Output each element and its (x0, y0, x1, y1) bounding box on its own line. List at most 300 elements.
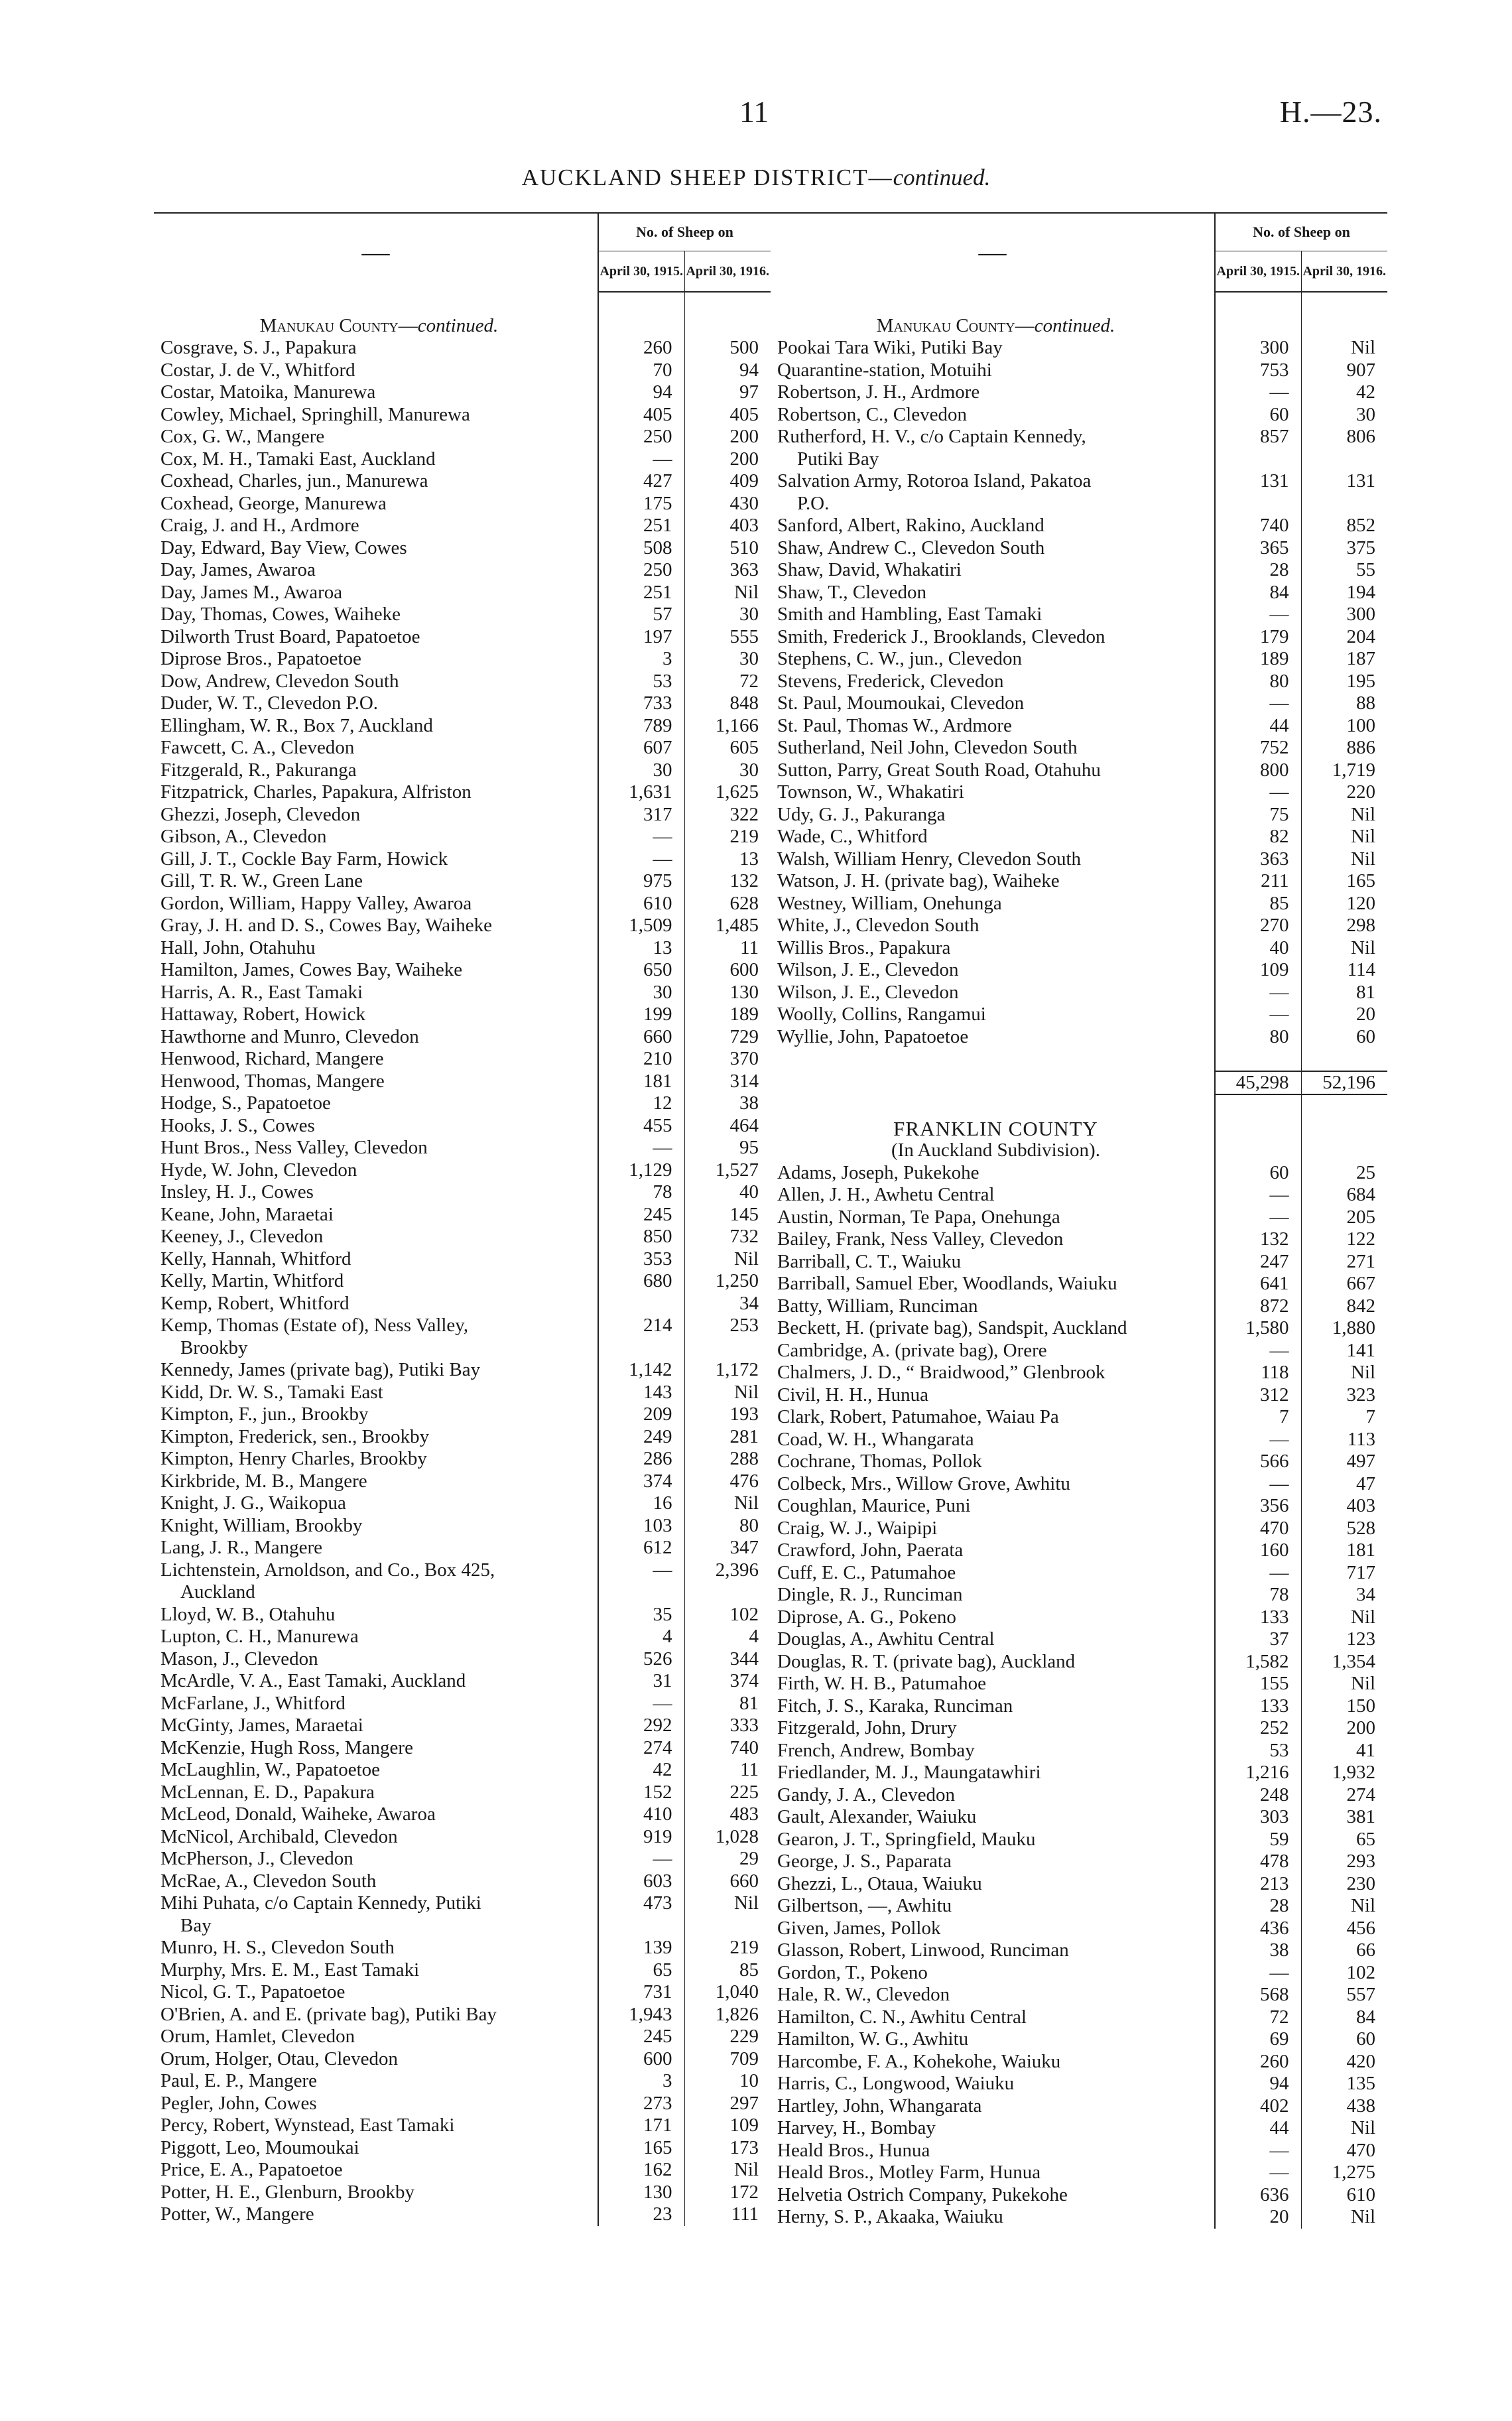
title-main: AUCKLAND SHEEP DISTRICT— (521, 164, 893, 190)
table-row (771, 1584, 1387, 1606)
table-row (154, 2004, 771, 2026)
sheep-count-1915: 245 (598, 1204, 684, 1226)
owner-name: Firth, W. H. B., Patumahoe (777, 1673, 986, 1694)
sheep-count-1915: 363 (1215, 848, 1301, 871)
sheep-count-1916: 886 (1346, 737, 1375, 758)
table-row (771, 1895, 1387, 1918)
sheep-count-1916: 94 (739, 359, 759, 381)
sheep-count-1915: 250 (598, 426, 684, 448)
header-year-1916: April 30, 1916. (1301, 251, 1387, 293)
owner-name: Barriball, C. T., Waiuku (777, 1250, 962, 1272)
owner-name: Glasson, Robert, Linwood, Runciman (777, 1939, 1069, 1961)
table-row (771, 1717, 1387, 1740)
sheep-count-1915: 248 (1215, 1784, 1301, 1807)
sheep-count-1916: 30 (739, 604, 759, 625)
owner-name: Kemp, Robert, Whitford (160, 1292, 349, 1314)
sheep-count-1915: 85 (1215, 893, 1301, 915)
sheep-count-1916: 497 (1346, 1451, 1375, 1472)
sheep-count-1915: 44 (1215, 715, 1301, 738)
sheep-count-1915: 260 (1215, 2051, 1301, 2073)
table-row (154, 1359, 771, 1382)
owner-name: Day, Thomas, Cowes, Waiheke (160, 604, 401, 625)
owner-name: McGinty, James, Maraetai (160, 1715, 363, 1736)
sheep-count-1915: 1,631 (598, 781, 684, 804)
sheep-count-1916: 30 (739, 759, 759, 781)
sheep-count-1915: 603 (598, 1870, 684, 1893)
owner-name: Douglas, A., Awhitu Central (777, 1628, 995, 1650)
owner-name: Hunt Bros., Ness Valley, Clevedon (160, 1137, 428, 1158)
sheep-count-1916: Nil (733, 2159, 759, 2180)
sheep-count-1915: 139 (598, 1937, 684, 1959)
sheep-count-1916 (1301, 493, 1387, 515)
owner-name: Gearon, J. T., Springfield, Mauku (777, 1828, 1036, 1850)
table-row (154, 381, 771, 404)
owner-name: Coxhead, George, Manurewa (160, 492, 387, 514)
owner-name: McKenzie, Hugh Ross, Mangere (160, 1736, 413, 1758)
table-row (154, 1137, 771, 1159)
owner-name: Barriball, Samuel Eber, Woodlands, Waiuku (777, 1273, 1117, 1294)
sheep-count-1915: 753 (1215, 360, 1301, 382)
table-row (154, 2093, 771, 2115)
sheep-count-1915: 59 (1215, 1829, 1301, 1851)
table-row (771, 515, 1387, 537)
owner-name: Nicol, G. T., Papatoetoe (160, 1981, 346, 2002)
table-row (154, 360, 771, 382)
owner-name: Bay (180, 1914, 212, 1936)
owner-name: Pookai Tara Wiki, Putiki Bay (777, 337, 1003, 358)
table-row (771, 2051, 1387, 2073)
sheep-count-1915 (598, 1915, 684, 1937)
table-row (154, 870, 771, 893)
owner-name: Cuff, E. C., Patumahoe (777, 1561, 956, 1583)
sheep-count-1916: 204 (1346, 625, 1375, 647)
sheep-count-1916: 470 (1346, 2139, 1375, 2161)
sheep-count-1915: 94 (598, 381, 684, 404)
owner-name: Fitzgerald, John, Drury (777, 1717, 957, 1738)
left-table (154, 212, 771, 2226)
sheep-count-1915: 28 (1215, 559, 1301, 582)
sheep-count-1915: 470 (1215, 1518, 1301, 1540)
table-row (154, 1670, 771, 1693)
table-row (771, 1939, 1387, 1962)
sheep-count-1916: 381 (1346, 1806, 1375, 1827)
left-column (154, 212, 771, 2226)
owner-name: Woolly, Collins, Rangamui (777, 1004, 986, 1025)
table-row (154, 2203, 771, 2226)
sheep-count-1915: 850 (598, 1226, 684, 1248)
owner-name: Harris, C., Longwood, Waiuku (777, 2073, 1015, 2094)
spacer-cell (598, 292, 684, 315)
sheep-count-1915: 155 (1215, 1673, 1301, 1695)
table-row (771, 2140, 1387, 2162)
owner-name: McArdle, V. A., East Tamaki, Auckland (160, 1670, 466, 1691)
table-row (771, 959, 1387, 982)
table-row (154, 604, 771, 626)
sheep-count-1915: 740 (1215, 515, 1301, 537)
sheep-count-1915: 199 (598, 1004, 684, 1026)
owner-name: Heald Bros., Motley Farm, Hunua (777, 2162, 1041, 2183)
sheep-count-1915: 436 (1215, 1918, 1301, 1940)
sheep-count-1916: 230 (1346, 1872, 1375, 1894)
table-row (154, 1959, 771, 1982)
owner-name: McPherson, J., Clevedon (160, 1848, 353, 1869)
table-row (771, 848, 1387, 871)
sheep-count-1916: 510 (729, 537, 759, 558)
owner-name: St. Paul, Thomas W., Ardmore (777, 714, 1012, 736)
sheep-count-1916: 81 (739, 1692, 759, 1714)
table-row (771, 470, 1387, 493)
table-row (154, 1115, 771, 1138)
sheep-count-1915: 249 (598, 1426, 684, 1449)
sheep-count-1915 (1215, 448, 1301, 471)
owner-name: Allen, J. H., Awhetu Central (777, 1184, 995, 1205)
sheep-count-1915: — (1215, 604, 1301, 626)
sheep-count-1916: 253 (729, 1315, 759, 1336)
sheep-count-1916: Nil (1350, 937, 1375, 958)
table-row (771, 1429, 1387, 1451)
sheep-count-1916: 81 (1356, 981, 1375, 1003)
header-dash: — (771, 213, 1215, 292)
sheep-count-1916: 150 (1346, 1695, 1375, 1717)
sheep-count-1916: 293 (1346, 1851, 1375, 1872)
table-row (154, 692, 771, 715)
value-1915-cell (1215, 1118, 1301, 1140)
table-row (771, 1251, 1387, 1274)
sheep-count-1916: 132 (729, 870, 759, 891)
sheep-count-1916: 55 (1356, 559, 1375, 580)
sheep-count-1915: 857 (1215, 426, 1301, 448)
sheep-count-1916: 193 (729, 1404, 759, 1425)
table-row (154, 1404, 771, 1426)
right-table-body (771, 292, 1387, 2229)
owner-name: Willis Bros., Papakura (777, 937, 951, 958)
table-row (771, 1004, 1387, 1026)
sheep-count-1915: 303 (1215, 1806, 1301, 1829)
sheep-count-1916: 109 (729, 2115, 759, 2136)
sheep-count-1916: Nil (1350, 826, 1375, 847)
owner-name: Salvation Army, Rotoroa Island, Pakatoa (777, 470, 1092, 491)
owner-name: Keane, John, Maraetai (160, 1203, 334, 1225)
sheep-count-1915: — (1215, 1473, 1301, 1496)
sheep-count-1915: — (598, 1559, 684, 1582)
sheep-count-1915: 975 (598, 870, 684, 893)
sheep-count-1915: 919 (598, 1826, 684, 1849)
sheep-count-1915: 7 (1215, 1406, 1301, 1429)
sheep-count-1916: Nil (1350, 337, 1375, 358)
owner-name: Duder, W. T., Clevedon P.O. (160, 692, 379, 714)
sheep-count-1916: 405 (729, 403, 759, 425)
sheep-count-1916: 600 (729, 959, 759, 980)
owner-name: Coughlan, Maurice, Puni (777, 1495, 971, 1516)
owner-name: Putiki Bay (797, 448, 879, 470)
owner-name: Cox, G. W., Mangere (160, 426, 325, 447)
sheep-count-1916: 297 (729, 2092, 759, 2114)
table-row (154, 537, 771, 560)
spacer-cell (1301, 1048, 1387, 1071)
sheep-count-1916: 528 (1346, 1517, 1375, 1539)
sheep-count-1915: 374 (598, 1471, 684, 1493)
sheep-count-1915: — (1215, 2162, 1301, 2184)
owner-name: Paul, E. P., Mangere (160, 2070, 317, 2091)
owner-name: Gibson, A., Clevedon (160, 826, 327, 847)
sheep-count-1916 (684, 1915, 771, 1937)
table-row (154, 1626, 771, 1648)
sheep-count-1916 (684, 1581, 771, 1604)
sheep-count-1915: 16 (598, 1492, 684, 1515)
sheep-count-1915: 179 (1215, 626, 1301, 649)
sheep-count-1916: 2,396 (715, 1559, 759, 1581)
owner-name: Orum, Holger, Otau, Clevedon (160, 2048, 399, 2069)
sheep-count-1915: 209 (598, 1404, 684, 1426)
table-row (154, 1426, 771, 1449)
sheep-count-1915: 455 (598, 1115, 684, 1138)
table-row (771, 1317, 1387, 1340)
owner-name: McRae, A., Clevedon South (160, 1870, 377, 1892)
spacer-row (154, 292, 771, 315)
sheep-count-1915: 80 (1215, 1026, 1301, 1049)
owner-name: Harris, A. R., East Tamaki (160, 981, 363, 1003)
table-row (771, 1762, 1387, 1784)
section-heading-franklin-label: FRANKLIN COUNTY (893, 1117, 1098, 1140)
table-row (771, 1518, 1387, 1540)
owner-name: Mihi Puhata, c/o Captain Kennedy, Putiki (160, 1892, 481, 1914)
table-row (771, 1918, 1387, 1940)
owner-name: Piggott, Leo, Moumoukai (160, 2136, 359, 2158)
header-year-1915: April 30, 1915. (598, 251, 684, 293)
table-row (771, 1207, 1387, 1229)
table-row (154, 1004, 771, 1026)
owner-name: Fitzpatrick, Charles, Papakura, Alfriston (160, 781, 472, 803)
sheep-count-1915: 356 (1215, 1495, 1301, 1518)
owner-name: Henwood, Richard, Mangere (160, 1048, 384, 1069)
table-row (771, 1362, 1387, 1384)
sheep-count-1915: 610 (598, 893, 684, 915)
sheep-count-1916: 102 (1346, 1961, 1375, 1983)
section-heading-manukau-text (771, 315, 1215, 338)
table-row (154, 493, 771, 515)
sheep-count-1916: 610 (1346, 2184, 1375, 2205)
owner-name: Price, E. A., Papatoetoe (160, 2159, 343, 2180)
sheep-count-1916: 13 (739, 848, 759, 870)
sheep-count-1915: 508 (598, 537, 684, 560)
sheep-count-1915: 365 (1215, 537, 1301, 560)
table-row (154, 1715, 771, 1737)
owner-name: Kelly, Martin, Whitford (160, 1270, 344, 1291)
spacer-row (771, 1094, 1387, 1118)
sheep-count-1916: 102 (729, 1603, 759, 1625)
owner-name: Coxhead, Charles, jun., Manurewa (160, 470, 428, 491)
sheep-count-1915: 566 (1215, 1451, 1301, 1473)
spacer-cell (1215, 292, 1301, 315)
sheep-count-1916: 34 (739, 1292, 759, 1314)
table-row (771, 915, 1387, 937)
sheep-count-1916: 403 (1346, 1495, 1375, 1516)
right-column (771, 212, 1387, 2229)
sheep-count-1916: 1,275 (1332, 2162, 1375, 2183)
sheep-count-1916: Nil (1350, 1895, 1375, 1916)
title-suffix: continued. (893, 164, 991, 190)
sheep-count-1916: 1,625 (715, 781, 759, 803)
owner-name: Sanford, Albert, Rakino, Auckland (777, 515, 1044, 536)
sheep-count-1916: 4 (749, 1626, 759, 1647)
sheep-count-1915: — (598, 1137, 684, 1159)
section-subheading-franklin-label: (In Auckland Subdivision). (891, 1140, 1100, 1161)
table-row (154, 1071, 771, 1093)
table-row (154, 1492, 771, 1515)
sheep-count-1915: 12 (598, 1092, 684, 1115)
sheep-count-1916: 907 (1346, 359, 1375, 381)
sheep-count-1915: 427 (598, 470, 684, 493)
sheep-count-1916: 274 (1346, 1784, 1375, 1805)
sheep-count-1915: 4 (598, 1626, 684, 1648)
sheep-count-1915: 57 (598, 604, 684, 626)
table-row (771, 2206, 1387, 2229)
sheep-count-1916: 40 (739, 1181, 759, 1203)
owner-name: Shaw, Andrew C., Clevedon South (777, 537, 1045, 558)
table-row (154, 470, 771, 493)
sheep-count-1915: 37 (1215, 1628, 1301, 1651)
owner-name: Hamilton, W. G., Awhitu (777, 2028, 969, 2050)
owner-name: Pegler, John, Cowes (160, 2092, 317, 2114)
table-row (154, 1159, 771, 1182)
owner-name: French, Andrew, Bombay (777, 1739, 975, 1761)
owner-name: Kennedy, James (private bag), Putiki Bay (160, 1359, 481, 1380)
table-row (154, 982, 771, 1004)
sheep-count-1915: — (598, 1848, 684, 1870)
table-row (771, 404, 1387, 426)
sheep-count-1915: 60 (1215, 404, 1301, 426)
sheep-count-1915: — (1215, 1340, 1301, 1362)
table-row (154, 559, 771, 582)
section-heading-franklin (771, 1118, 1387, 1140)
owner-name: Kimpton, Henry Charles, Brookby (160, 1448, 427, 1469)
owner-name: Walsh, William Henry, Clevedon South (777, 848, 1082, 870)
table-row (154, 448, 771, 471)
sheep-count-1915: — (1215, 1184, 1301, 1207)
sheep-count-1916: 298 (1346, 915, 1375, 936)
sheep-count-1916: 60 (1356, 1025, 1375, 1047)
sheep-count-1916: Nil (1350, 1362, 1375, 1383)
right-table (771, 212, 1387, 2229)
sheep-count-1916: 271 (1346, 1250, 1375, 1272)
sheep-count-1916: 11 (740, 1759, 759, 1780)
table-row (771, 1829, 1387, 1851)
owner-name: Ghezzi, Joseph, Clevedon (160, 803, 361, 825)
sheep-count-1915: 752 (1215, 737, 1301, 759)
sheep-count-1916: 438 (1346, 2095, 1375, 2117)
owner-name: Wyllie, John, Papatoetoe (777, 1025, 969, 1047)
sheep-count-1915: 607 (598, 737, 684, 759)
owner-name: Cochrane, Thomas, Pollok (777, 1451, 982, 1472)
sheep-count-1915: 3 (598, 2070, 684, 2093)
sheep-count-1916: 195 (1346, 670, 1375, 692)
table-row (771, 893, 1387, 915)
owner-name: Dow, Andrew, Clevedon South (160, 670, 399, 692)
table-row (771, 1695, 1387, 1718)
sheep-count-1916: 220 (1346, 781, 1375, 803)
sheep-count-1916: 60 (1356, 2028, 1375, 2050)
page-number: 11 (739, 95, 769, 129)
sheep-count-1915: 274 (598, 1737, 684, 1760)
sheep-count-1916: 219 (729, 826, 759, 847)
spacer-cell (154, 292, 598, 315)
sheep-count-1916: 1,719 (1332, 759, 1375, 781)
sheep-count-1916: 628 (729, 892, 759, 914)
sheep-count-1915: 197 (598, 626, 684, 649)
sheep-count-1916: 173 (729, 2136, 759, 2158)
total-label-cell (771, 1071, 1215, 1095)
table-row (154, 1826, 771, 1849)
table-row (154, 1026, 771, 1049)
owner-name: Given, James, Pollok (777, 1917, 941, 1939)
owner-name: Costar, Matoika, Manurewa (160, 381, 376, 403)
sheep-count-1916: 200 (1346, 1717, 1375, 1738)
sheep-count-1915: 171 (598, 2115, 684, 2137)
sheep-count-1916: Nil (1350, 1606, 1375, 1628)
owner-name: Civil, H. H., Hunua (777, 1384, 928, 1406)
sheep-count-1916: 135 (1346, 2073, 1375, 2094)
sheep-count-1916: 420 (1346, 2050, 1375, 2072)
sheep-count-1915: 270 (1215, 915, 1301, 937)
sheep-count-1915: — (598, 826, 684, 848)
sheep-count-1915: 109 (1215, 959, 1301, 982)
sheep-count-1915: 189 (1215, 648, 1301, 671)
owner-name: Murphy, Mrs. E. M., East Tamaki (160, 1959, 420, 1981)
table-row (154, 2048, 771, 2071)
owner-name: Sutton, Parry, Great South Road, Otahuhu (777, 759, 1101, 781)
owner-name: McLeod, Donald, Waiheke, Awaroa (160, 1803, 436, 1825)
owner-name: Insley, H. J., Cowes (160, 1181, 314, 1203)
table-row (771, 559, 1387, 582)
sheep-count-1916: 97 (739, 381, 759, 403)
sheep-count-1916: 30 (1356, 403, 1375, 425)
sheep-count-1916: Nil (1350, 1673, 1375, 1694)
sheep-count-1915: 38 (1215, 1939, 1301, 1962)
table-row (771, 2028, 1387, 2051)
table-row (154, 1981, 771, 2004)
sheep-count-1915: 1,216 (1215, 1762, 1301, 1784)
spacer-cell (1215, 1048, 1301, 1071)
sheep-count-1915: 13 (598, 937, 684, 960)
table-row (154, 937, 771, 960)
owner-name: Ghezzi, L., Otaua, Waiuku (777, 1872, 982, 1894)
spacer-row (771, 1048, 1387, 1071)
table-row (154, 626, 771, 649)
spacer-cell (771, 292, 1215, 315)
sheep-count-1916: 344 (729, 1648, 759, 1669)
sheep-count-1915: 23 (598, 2203, 684, 2226)
owner-name: Gault, Alexander, Waiuku (777, 1806, 977, 1827)
owner-name: McLaughlin, W., Papatoetoe (160, 1759, 381, 1780)
sheep-count-1915 (598, 1337, 684, 1360)
owner-name: White, J., Clevedon South (777, 915, 979, 936)
owner-name: Gray, J. H. and D. S., Cowes Bay, Waiheke (160, 915, 492, 936)
sheep-count-1915: 612 (598, 1537, 684, 1559)
table-row (154, 759, 771, 782)
sheep-count-1915: 31 (598, 1670, 684, 1693)
table-row (154, 1803, 771, 1826)
sheep-count-1915: — (1215, 1962, 1301, 1985)
sheep-count-1916: 1,485 (715, 915, 759, 936)
owner-name: Keeney, J., Clevedon (160, 1226, 324, 1247)
owner-name: Wilson, J. E., Clevedon (777, 959, 959, 980)
sheep-count-1916: 181 (1346, 1539, 1375, 1561)
table-row (154, 1448, 771, 1471)
value-1915-cell (1215, 315, 1301, 338)
left-table-body (154, 292, 771, 2226)
sheep-count-1915: 1,509 (598, 915, 684, 937)
sheep-count-1915: 650 (598, 959, 684, 982)
